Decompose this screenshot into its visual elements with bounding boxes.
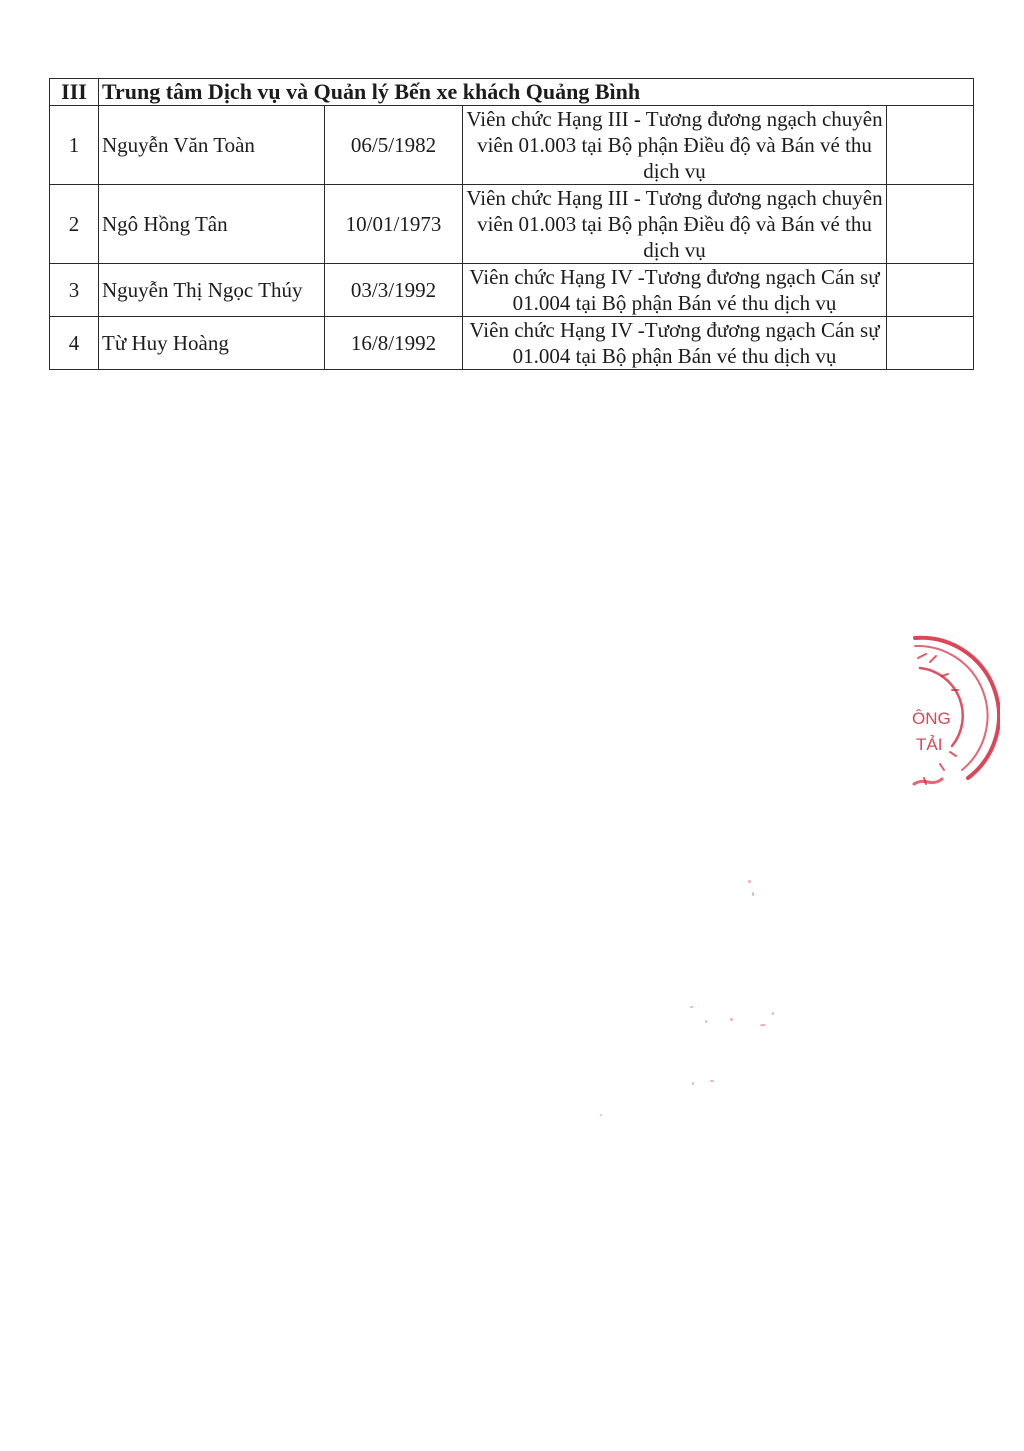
table-row (50, 317, 974, 370)
row-number: 2 (50, 185, 99, 264)
row-number: 3 (50, 264, 99, 317)
svg-text:ÔNG: ÔNG (912, 709, 951, 728)
section-header-row (50, 79, 974, 106)
stamp-trace (748, 880, 751, 883)
table-row (50, 185, 974, 264)
position-description: Viên chức Hạng III - Tương đương ngạch chuyên viên 01.003 tại Bộ phận Điều độ và Bán vé thu dịch vụ (463, 106, 887, 185)
row-number: 4 (50, 317, 99, 370)
section-number: III (50, 79, 99, 106)
svg-text:TẢI: TẢI (916, 735, 943, 754)
employee-name: Ngô Hồng Tân (99, 185, 325, 264)
position-description: Viên chức Hạng III - Tương đương ngạch chuyên viên 01.003 tại Bộ phận Điều độ và Bán vé thu dịch vụ (463, 185, 887, 264)
stamp-trace (730, 1018, 733, 1021)
stamp-trace (705, 1020, 707, 1023)
date-of-birth: 16/8/1992 (325, 317, 463, 370)
table-row (50, 264, 974, 317)
position-description: Viên chức Hạng IV -Tương đương ngạch Cán sự 01.004 tại Bộ phận Bán vé thu dịch vụ (463, 264, 887, 317)
stamp-trace (752, 892, 754, 896)
note-cell (887, 317, 974, 370)
note-cell (887, 185, 974, 264)
stamp-trace (692, 1082, 694, 1085)
date-of-birth: 06/5/1982 (325, 106, 463, 185)
official-stamp (890, 628, 1000, 808)
section-title: Trung tâm Dịch vụ và Quản lý Bến xe khách Quảng Bình (99, 79, 974, 106)
stamp-trace (772, 1012, 774, 1015)
table-row (50, 106, 974, 185)
employee-name: Từ Huy Hoàng (99, 317, 325, 370)
position-description: Viên chức Hạng IV -Tương đương ngạch Cán sự 01.004 tại Bộ phận Bán vé thu dịch vụ (463, 317, 887, 370)
row-number: 1 (50, 106, 99, 185)
stamp-seal-icon (890, 628, 1000, 808)
date-of-birth: 10/01/1973 (325, 185, 463, 264)
stamp-trace (690, 1006, 693, 1008)
employee-name: Nguyễn Thị Ngọc Thúy (99, 264, 325, 317)
note-cell (887, 106, 974, 185)
stamp-trace (600, 1114, 602, 1116)
note-cell (887, 264, 974, 317)
date-of-birth: 03/3/1992 (325, 264, 463, 317)
stamp-trace (710, 1080, 714, 1082)
staff-table (49, 78, 974, 370)
stamp-trace (760, 1024, 766, 1026)
employee-name: Nguyễn Văn Toàn (99, 106, 325, 185)
